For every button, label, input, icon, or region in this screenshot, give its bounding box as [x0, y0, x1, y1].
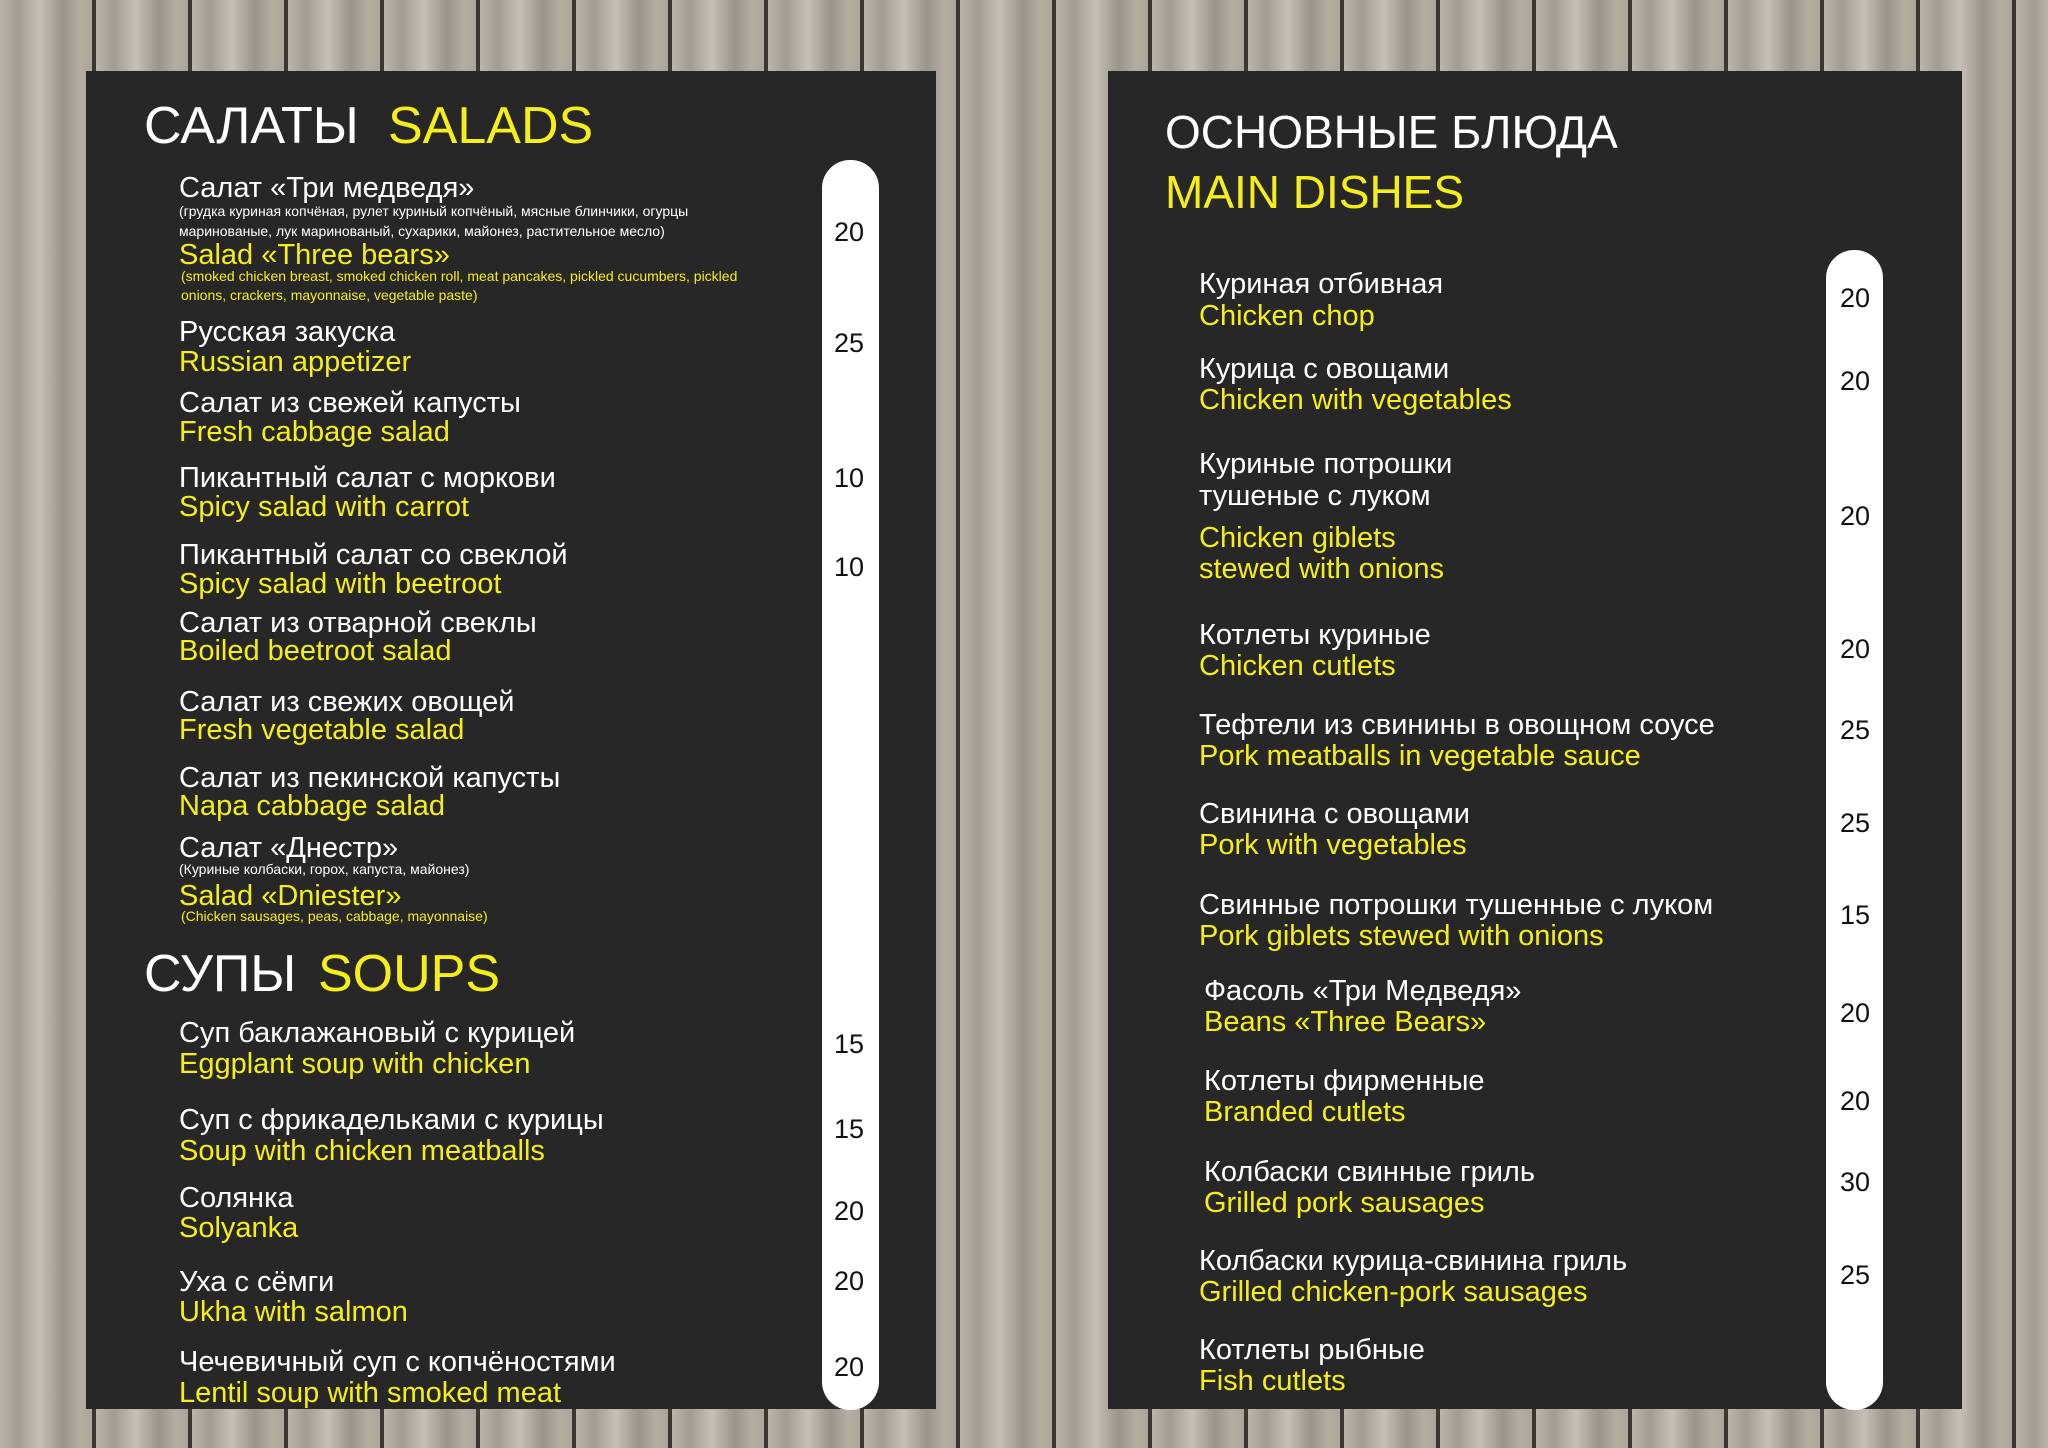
menu-item-ru: Колбаски свинные гриль [1204, 1156, 1535, 1188]
menu-item-ru: Куриные потрошки [1199, 448, 1453, 480]
menu-item-en: Salad «Three bears» [179, 239, 450, 271]
menu-item-en: Eggplant soup with chicken [179, 1048, 531, 1080]
menu-item-price: 20 [1840, 366, 1871, 396]
menu-item-en: Pork giblets stewed with onions [1199, 920, 1604, 952]
menu-item-en: Solyanka [179, 1212, 299, 1244]
menu-item-price: 20 [1840, 634, 1871, 664]
menu-item-ru: Русская закуска [179, 316, 396, 348]
menu-item-price: 20 [834, 1196, 865, 1226]
menu-item-ru: Салат «Днестр» [179, 832, 399, 864]
menu-item-ru: Салат из свежих овощей [179, 686, 515, 718]
menu-item-description-ru: (Куриные колбаски, горох, капуста, майонез) [179, 861, 470, 877]
menu-item-price: 25 [1840, 808, 1871, 838]
menu-item-ru: Салат из пекинской капусты [179, 762, 561, 794]
salads-title-ru: САЛАТЫ [144, 97, 359, 155]
menu-item-ru-line2: тушеные с луком [1199, 480, 1431, 512]
menu-item-en: Chicken with vegetables [1199, 384, 1512, 416]
menu-item-en: Fresh cabbage salad [179, 416, 450, 448]
menu-item-ru: Пикантный салат со свеклой [179, 539, 568, 571]
menu-item-price: 25 [1840, 1260, 1871, 1290]
menu-item-en: Chicken giblets [1199, 522, 1396, 554]
menu-item-en: Spicy salad with beetroot [179, 568, 502, 600]
menu-item-price: 30 [1840, 1167, 1871, 1197]
menu-item-price: 15 [834, 1029, 865, 1059]
menu-item-ru: Суп с фрикадельками с курицы [179, 1104, 604, 1136]
menu-item-ru: Уха с сёмги [179, 1266, 335, 1298]
menu-item-en: Chicken cutlets [1199, 650, 1396, 682]
menu-item-ru: Фасоль «Три Медведя» [1204, 975, 1522, 1007]
menu-item-price: 15 [1840, 900, 1871, 930]
menu-item-en: Beans «Three Bears» [1204, 1006, 1487, 1038]
menu-item-ru: Чечевичный суп с копчёностями [179, 1346, 616, 1378]
menu-item-ru: Солянка [179, 1182, 294, 1214]
menu-item-ru: Котлеты фирменные [1204, 1065, 1485, 1097]
menu-item-en: Salad «Dniester» [179, 880, 402, 912]
menu-item-en: Fish cutlets [1199, 1365, 1346, 1397]
menu-item-price: 20 [834, 1266, 865, 1296]
menu-item-ru: Салат из отварной свеклы [179, 607, 537, 639]
menu-item-description-ru: (грудка куриная копчёная, рулет куриный копчёный, мясные блинчики, огурцы маринованые, лук маринованый, сухарики, майонез, растительное месло) [179, 203, 689, 239]
menu-item-ru: Свинина с овощами [1199, 798, 1470, 830]
menu-item-ru: Колбаски курица-свинина гриль [1199, 1245, 1628, 1277]
menu-item-price: 20 [834, 1352, 865, 1382]
menu-item-price: 20 [1840, 998, 1871, 1028]
soups-title-ru: СУПЫ [144, 945, 297, 1003]
menu-item-ru: Суп баклажановый с курицей [179, 1017, 576, 1049]
menu-item-description-en: (smoked chicken breast, smoked chicken roll, meat pancakes, pickled cucumbers, pickled onions, crackers, mayonnaise, vegetable paste) [181, 268, 738, 303]
menu-item-en: Branded cutlets [1204, 1096, 1406, 1128]
menu-item-ru: Пикантный салат с моркови [179, 462, 556, 494]
menu-item-price: 20 [1840, 1086, 1871, 1116]
menu-item-en: Grilled chicken-pork sausages [1199, 1276, 1588, 1308]
menu-item-ru: Салат из свежей капусты [179, 387, 521, 419]
menu-item-en: Chicken chop [1199, 300, 1375, 332]
menu-item-en: Fresh vegetable salad [179, 714, 465, 746]
menu-item-price: 10 [834, 552, 865, 582]
menu-item-ru: Курица с овощами [1199, 353, 1450, 385]
main-dishes-title-ru: ОСНОВНЫЕ БЛЮДА [1165, 106, 1618, 158]
menu-item-price: 20 [1840, 501, 1871, 531]
menu-item-price: 10 [834, 463, 865, 493]
menu-item-ru: Салат «Три медведя» [179, 172, 475, 204]
menu-item-price: 20 [834, 217, 865, 247]
menu-item-en: Ukha with salmon [179, 1296, 408, 1328]
menu-item-en: Napa cabbage salad [179, 790, 446, 822]
menu-item-ru: Котлеты рыбные [1199, 1334, 1425, 1366]
menu-item-en: Russian appetizer [179, 346, 412, 378]
menu-item-price: 25 [834, 328, 865, 358]
menu-item-en: Pork with vegetables [1199, 829, 1467, 861]
menu-item-en: Soup with chicken meatballs [179, 1135, 545, 1167]
menu-item-ru: Свинные потрошки тушенные с луком [1199, 889, 1714, 921]
menu-item-en: Grilled pork sausages [1204, 1187, 1485, 1219]
menu-item-ru: Котлеты куриные [1199, 619, 1431, 651]
menu-item-price: 25 [1840, 715, 1871, 745]
menu-item-ru: Тефтели из свинины в овощном соусе [1199, 709, 1715, 741]
menu-item-en-line2: stewed with onions [1199, 553, 1445, 585]
menu-item-en: Pork meatballs in vegetable sauce [1199, 740, 1641, 772]
menu-item-price: 20 [1840, 283, 1871, 313]
menu-item-description-en: (Chicken sausages, peas, cabbage, mayonnaise) [181, 908, 488, 924]
menu-item-en: Lentil soup with smoked meat [179, 1377, 562, 1409]
soups-title-en: SOUPS [318, 945, 501, 1003]
menu-item-price: 15 [834, 1114, 865, 1144]
menu-item-en: Spicy salad with carrot [179, 491, 470, 523]
menu-item-en: Boiled beetroot salad [179, 635, 452, 667]
salads-title-en: SALADS [388, 97, 594, 155]
main-dishes-title-en: MAIN DISHES [1165, 166, 1465, 218]
menu-item-ru: Куриная отбивная [1199, 268, 1444, 300]
